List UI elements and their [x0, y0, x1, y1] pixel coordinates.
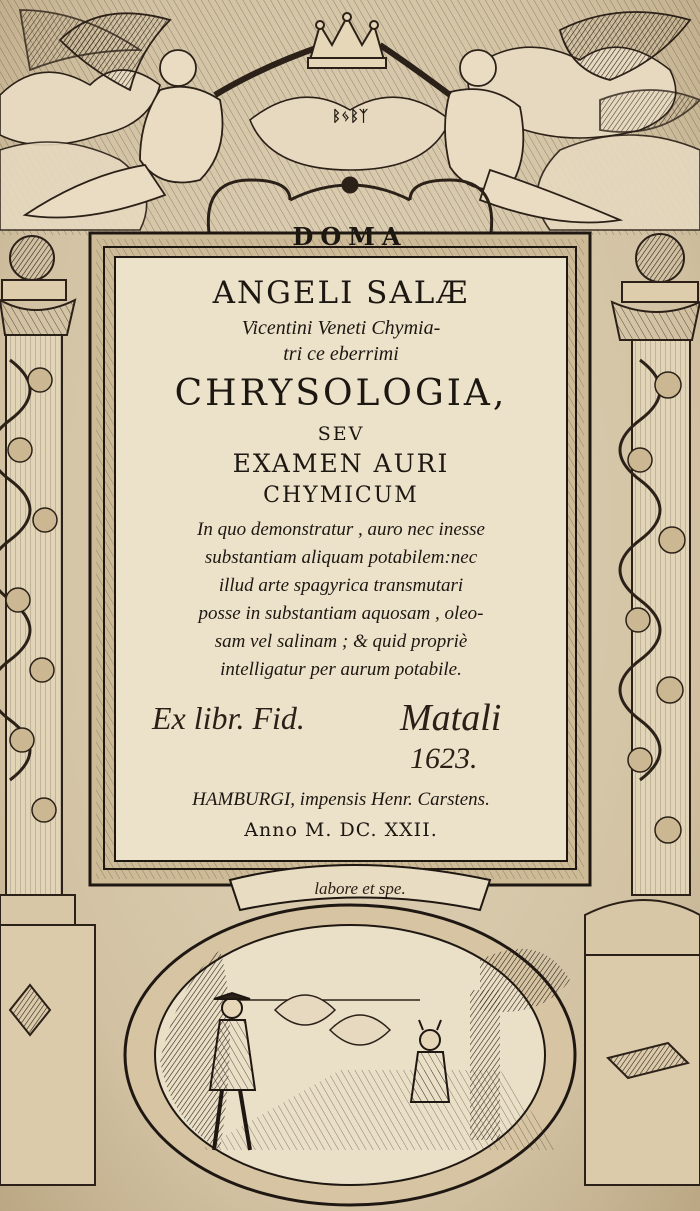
emblem-motto: labore et spe.: [314, 879, 406, 898]
author-name: ANGELI SALÆ: [212, 275, 470, 311]
doma-heading: DOMA: [292, 222, 408, 251]
imprint-line-2: Anno M. DC. XXII.: [244, 819, 438, 841]
description-line-1: In quo demonstratur , auro nec inesse: [197, 519, 485, 540]
title-text-block: [117, 257, 565, 859]
subtitle-line-2: CHYMICUM: [263, 483, 419, 508]
description-line-5: sam vel salinam ; & quid propriè: [214, 631, 468, 652]
handwritten-year: 1623.: [410, 742, 478, 775]
handwritten-owner-name: Matali: [400, 697, 502, 739]
main-title: CHRYSOLOGIA,: [174, 373, 508, 414]
right-column: [585, 234, 700, 1185]
crown-ornament: [308, 13, 386, 68]
description-line-4: posse in substantiam aquosam , oleo-: [198, 603, 484, 624]
monogram-text: ᛒᛃᛒᛉ: [331, 107, 368, 125]
description-line-2: substantiam aliquam potabilem:nec: [204, 547, 478, 568]
author-description-line-2: tri ce eberrimi: [283, 343, 399, 365]
description-line-3: illud arte spagyrica transmutari: [218, 575, 464, 596]
subtitle-line-1: EXAMEN AURI: [232, 449, 450, 478]
author-description-line-1: Vicentini Veneti Chymia-: [241, 317, 441, 339]
emblem-oval: [125, 905, 575, 1205]
imprint-line-1: HAMBURGI, impensis Henr. Carstens.: [192, 789, 490, 810]
description-line-6: intelligatur per aurum potabile.: [220, 659, 462, 680]
handwritten-exlibris: Ex libr. Fid.: [152, 700, 305, 736]
seu-conjunction: SEV: [317, 423, 365, 445]
